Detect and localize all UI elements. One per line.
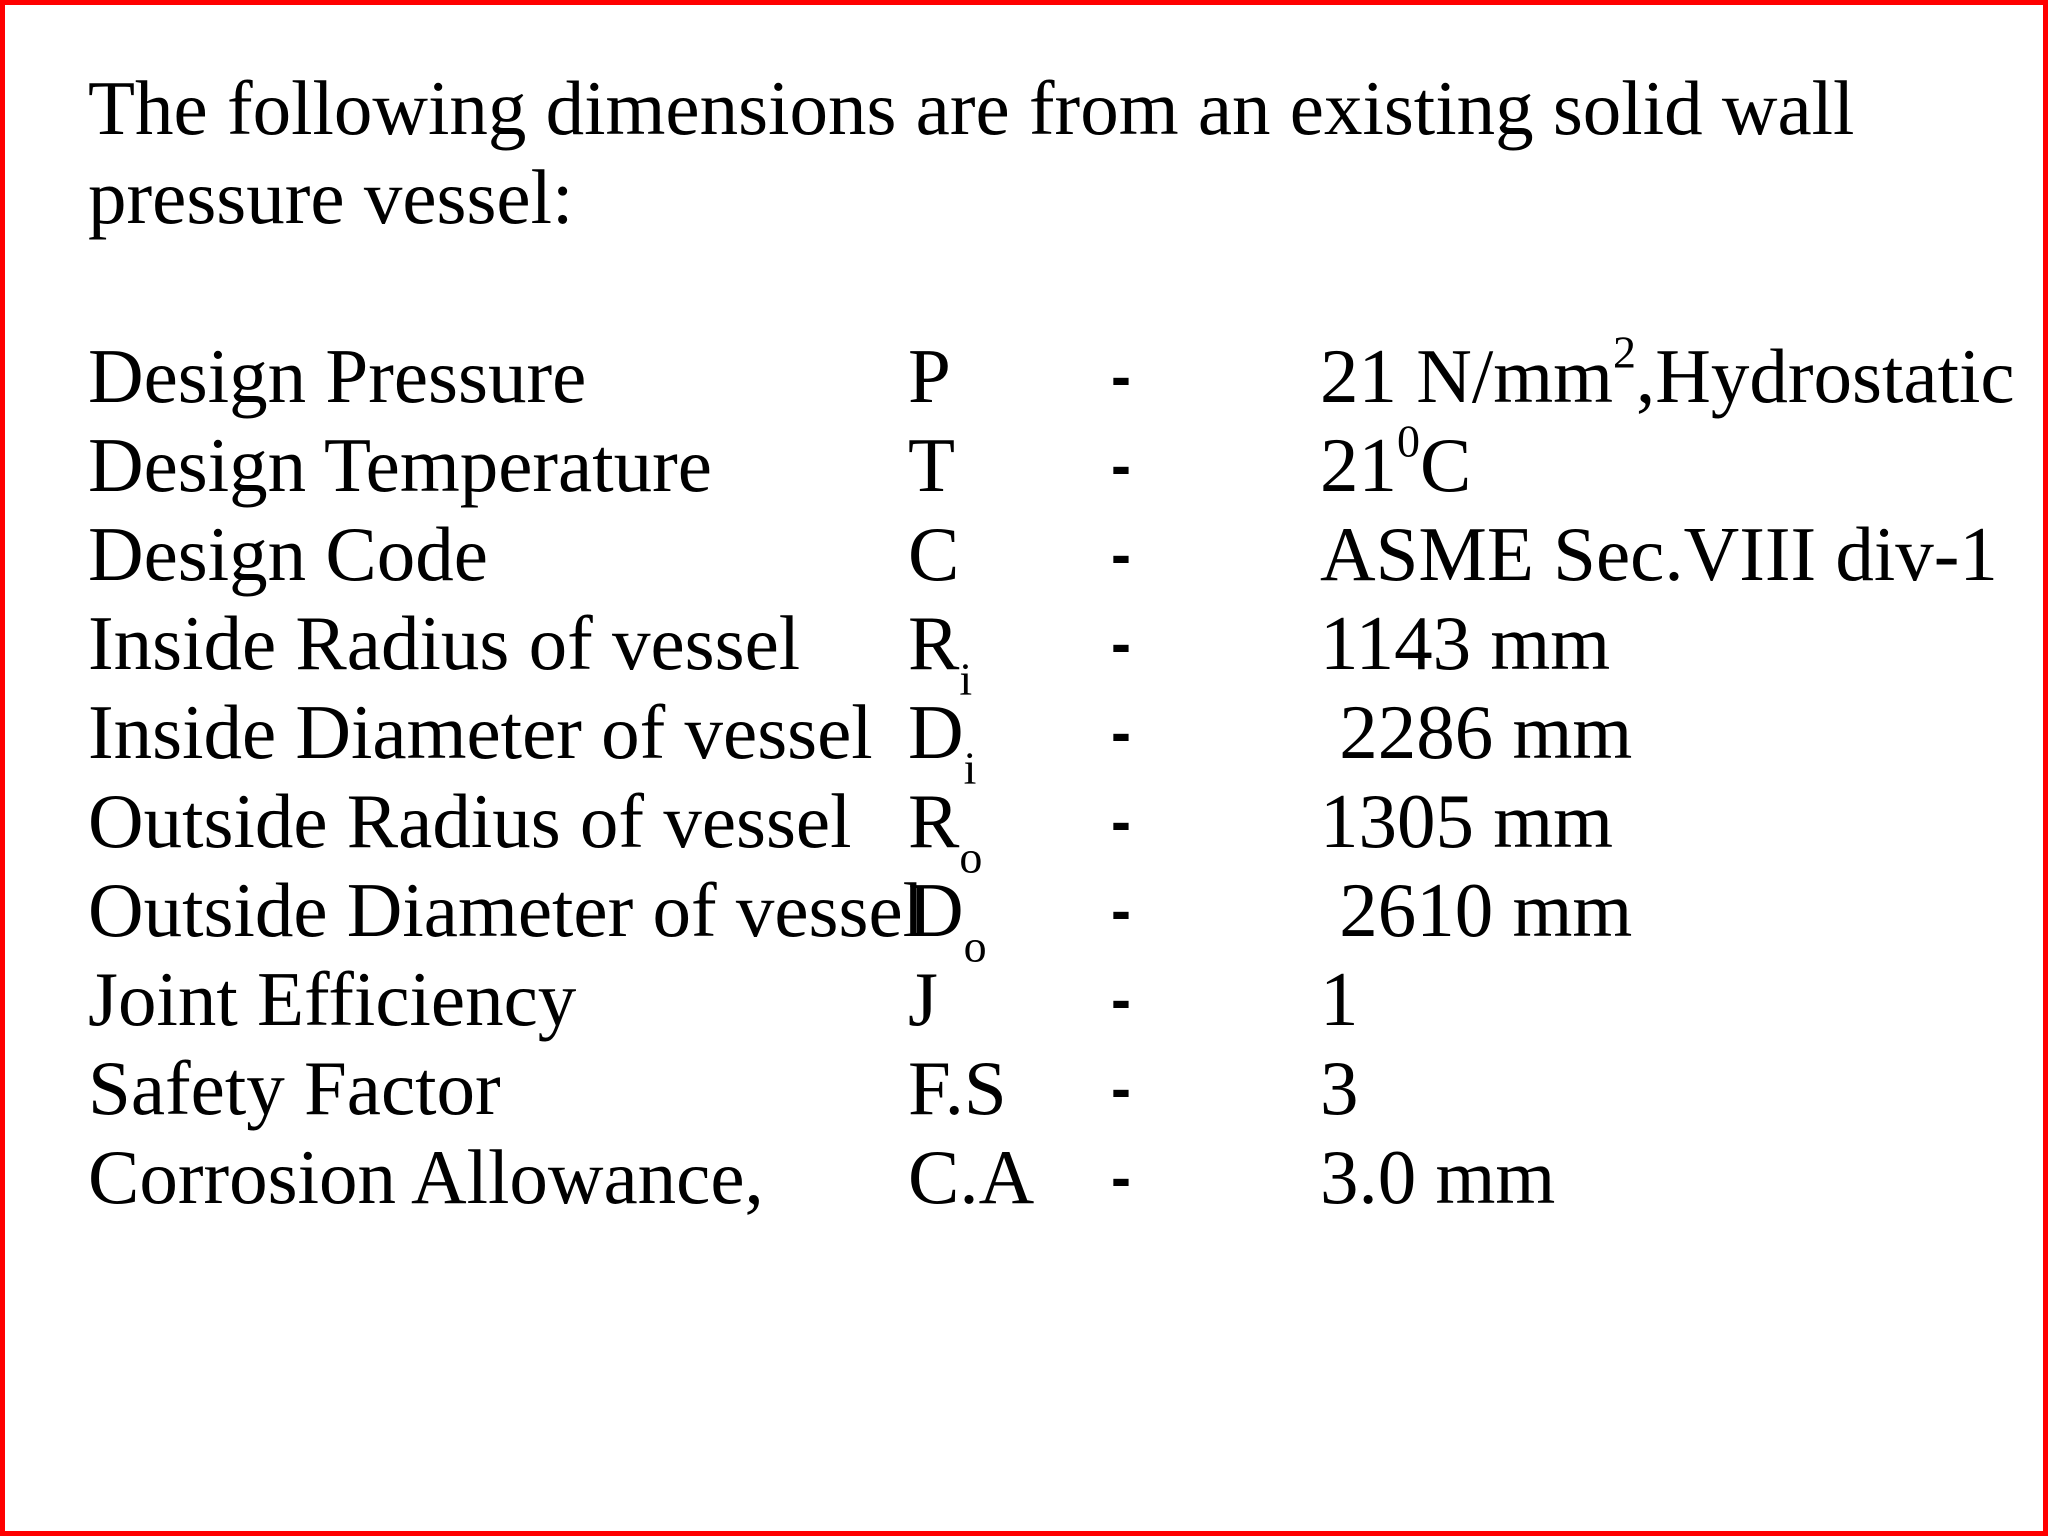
spec-symbol [908, 1133, 1034, 1222]
spec-label: Design Pressure [88, 333, 587, 419]
spec-symbol-subscript: i [963, 742, 977, 794]
spec-value [1320, 688, 1632, 777]
spec-value [1320, 777, 1613, 866]
spec-value-superscript: 0 [1397, 415, 1420, 467]
spec-separator: - [1111, 788, 1131, 855]
spec-symbol [908, 777, 983, 883]
spec-value-main: 3 [1320, 1045, 1359, 1131]
spec-separator: - [1111, 699, 1131, 766]
spec-value [1320, 415, 1472, 510]
spec-row [88, 510, 2028, 599]
spec-symbol-letter: R [908, 600, 960, 686]
spec-value [1320, 1044, 1359, 1133]
spec-label: Joint Efficiency [88, 956, 577, 1042]
spec-label: Outside Diameter of vessel [88, 867, 925, 953]
spec-value-main: 1305 mm [1320, 778, 1614, 864]
spec-value [1320, 866, 1632, 955]
spec-row [88, 866, 2028, 972]
spec-separator: - [1111, 1055, 1131, 1122]
spec-value-superscript: 2 [1613, 326, 1637, 378]
spec-label: Corrosion Allowance, [88, 1134, 764, 1220]
spec-value [1320, 955, 1359, 1044]
spec-row [88, 326, 2028, 421]
spec-separator: - [1111, 343, 1131, 410]
spec-label: Design Code [88, 511, 488, 597]
spec-symbol [908, 510, 959, 599]
spec-symbol-subscript: o [959, 831, 983, 883]
spec-symbol [908, 955, 938, 1044]
spec-value-main: 1 [1320, 956, 1359, 1042]
spec-row [88, 1133, 2028, 1222]
spec-row [88, 415, 2028, 510]
spec-separator: - [1111, 521, 1131, 588]
spec-symbol [908, 332, 951, 421]
spec-symbol-letter: P [908, 333, 951, 419]
spec-symbol-letter: J [908, 956, 938, 1042]
intro-text [88, 64, 1968, 242]
spec-label: Inside Diameter of vessel [88, 689, 873, 775]
spec-label: Safety Factor [88, 1045, 501, 1131]
spec-label: Design Temperature [88, 422, 712, 508]
spec-value-suffix: C [1420, 422, 1472, 508]
spec-row [88, 688, 2028, 794]
spec-table [88, 326, 2028, 1222]
spec-label: Outside Radius of vessel [88, 778, 852, 864]
spec-separator: - [1111, 432, 1131, 499]
spec-separator: - [1111, 877, 1131, 944]
spec-value-main: 3.0 mm [1320, 1134, 1556, 1220]
spec-symbol-letter: R [908, 778, 960, 864]
spec-symbol-letter: T [908, 422, 956, 508]
spec-symbol-letter: D [908, 689, 964, 775]
spec-symbol-letter: C.A [908, 1134, 1035, 1220]
spec-separator: - [1111, 610, 1131, 677]
spec-value-main: 1143 mm [1320, 600, 1611, 686]
spec-symbol-letter: F.S [908, 1045, 1007, 1131]
spec-symbol [908, 688, 977, 794]
spec-value [1320, 510, 1998, 599]
spec-value-main: ASME Sec.VIII div-1 [1320, 511, 1998, 597]
spec-symbol [908, 599, 973, 705]
spec-row [88, 777, 2028, 883]
spec-symbol-subscript: i [959, 653, 973, 705]
spec-separator: - [1111, 1144, 1131, 1211]
spec-symbol-letter: C [908, 511, 960, 597]
intro-line-2: pressure vessel: [88, 154, 574, 240]
spec-symbol [908, 421, 955, 510]
spec-value-main: 21 N/mm [1320, 333, 1614, 419]
spec-value-main: 2610 mm [1320, 867, 1633, 953]
spec-value [1320, 326, 2015, 421]
spec-symbol-subscript: o [963, 920, 987, 972]
spec-value-suffix: ,Hydrostatic [1636, 333, 2015, 419]
spec-symbol-letter: D [908, 867, 964, 953]
spec-separator: - [1111, 966, 1131, 1033]
spec-label: Inside Radius of vessel [88, 600, 801, 686]
spec-symbol [908, 866, 987, 972]
intro-line-1: The following dimensions are from an existing solid wall [88, 65, 1855, 151]
spec-row [88, 1044, 2028, 1133]
spec-value [1320, 1133, 1555, 1222]
spec-value [1320, 599, 1610, 688]
spec-symbol [908, 1044, 1007, 1133]
spec-value-main: 2286 mm [1320, 689, 1633, 775]
spec-row [88, 955, 2028, 1044]
spec-value-main: 21 [1320, 422, 1397, 508]
spec-row [88, 599, 2028, 705]
